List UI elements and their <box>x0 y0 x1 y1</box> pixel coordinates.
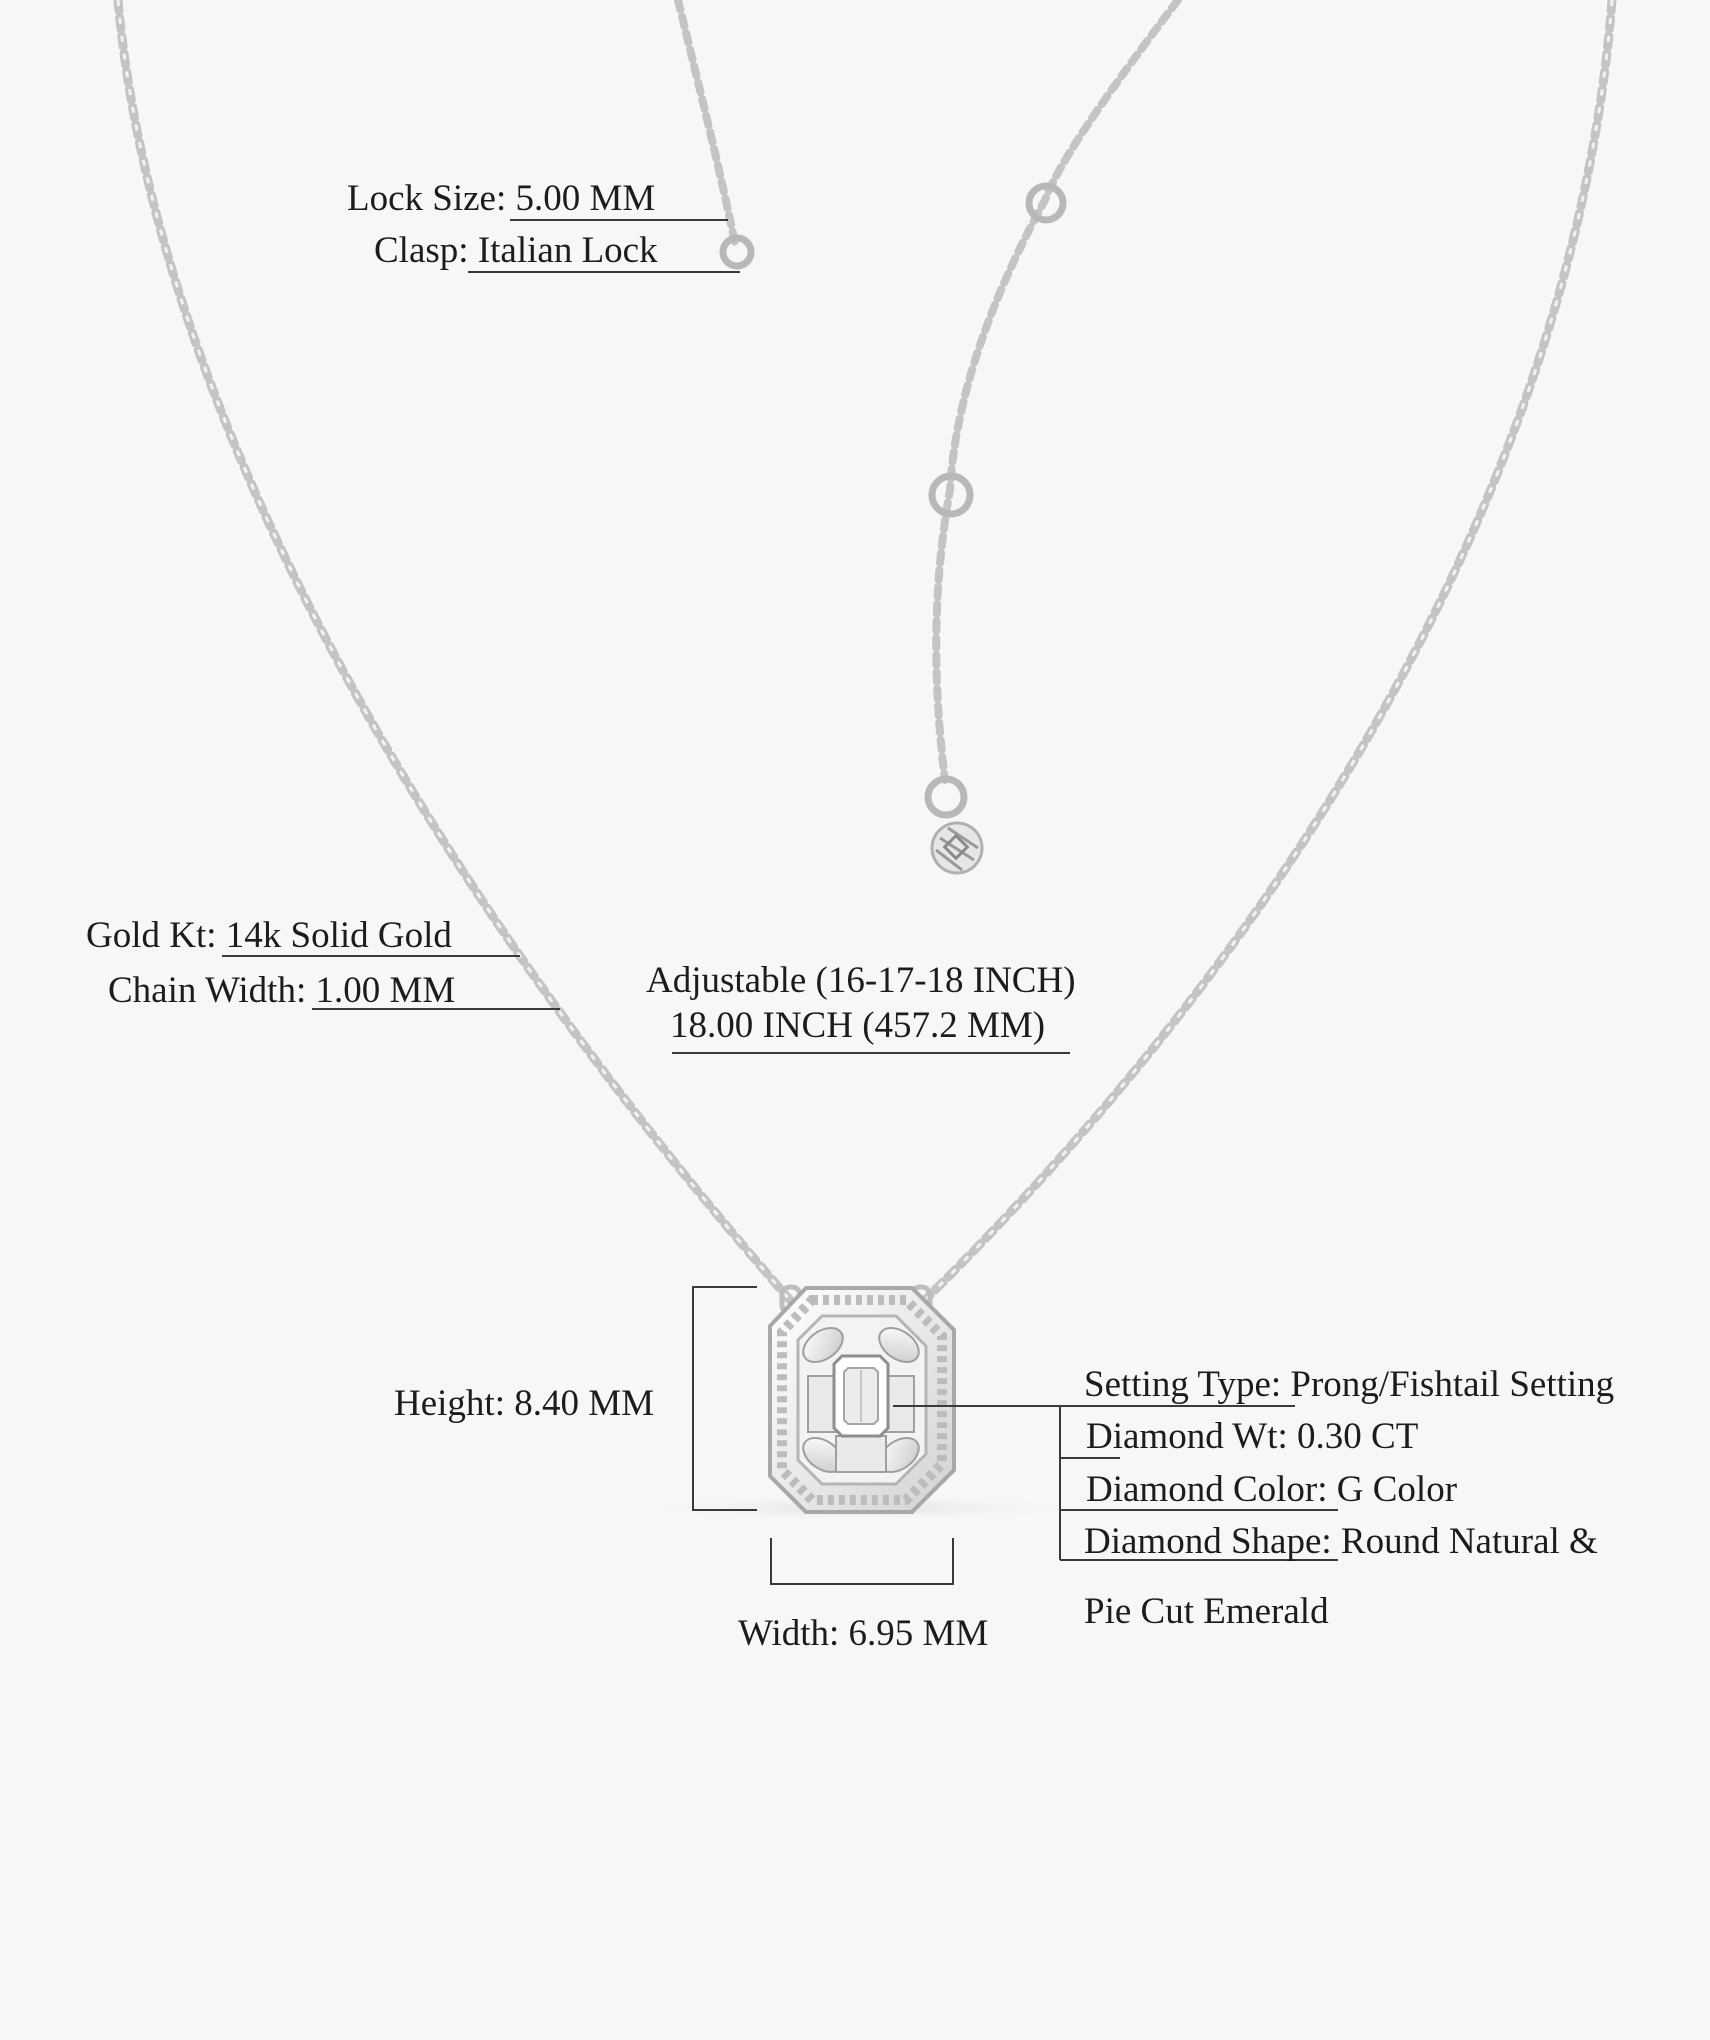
length-adjustable: Adjustable (16-17-18 INCH) <box>646 960 1076 1001</box>
gold-kt-value: 14k Solid Gold <box>225 915 452 956</box>
lock-size-label: Lock Size: <box>347 178 507 219</box>
diamond-weight-spec <box>1086 1418 1418 1455</box>
diamond-weight-label: Diamond Wt: <box>1086 1416 1288 1457</box>
logo-charm-icon <box>932 823 982 873</box>
diamond-color-label: Diamond Color: <box>1086 1469 1328 1510</box>
lock-size-spec <box>347 180 655 217</box>
length-total: 18.00 INCH (457.2 MM) <box>670 1005 1046 1046</box>
diamond-shape-spec <box>1084 1523 1598 1560</box>
gold-kt-spec <box>86 917 452 954</box>
height-bracket <box>693 1287 757 1510</box>
chain-width-spec <box>108 972 455 1009</box>
diamond-shape-label: Diamond Shape: <box>1084 1521 1332 1562</box>
chain-width-label: Chain Width: <box>108 970 307 1011</box>
diamond-color-value: G Color <box>1336 1469 1458 1510</box>
clasp-spec <box>374 232 658 269</box>
setting-type-spec <box>1084 1366 1614 1403</box>
clasp-label: Clasp: <box>374 230 469 271</box>
pendant-icon <box>770 1287 954 1512</box>
diamond-color-spec <box>1086 1471 1457 1508</box>
width-dimension: Width: 6.95 MM <box>738 1613 989 1654</box>
extender-chain <box>936 0 1178 780</box>
diamond-weight-value: 0.30 CT <box>1297 1416 1419 1457</box>
lock-size-value: 5.00 MM <box>515 178 656 219</box>
height-dimension: Height: 8.40 MM <box>394 1383 655 1424</box>
gold-kt-label: Gold Kt: <box>86 915 217 956</box>
diamond-shape-value-continued: Pie Cut Emerald <box>1084 1591 1329 1632</box>
diamond-shape-value: Round Natural & <box>1340 1521 1598 1562</box>
width-bracket <box>771 1538 953 1584</box>
setting-type-label: Setting Type: <box>1084 1364 1282 1405</box>
clasp-chain <box>678 0 736 248</box>
chain-width-value: 1.00 MM <box>315 970 456 1011</box>
extender-ring-icon <box>928 779 964 815</box>
setting-type-value: Prong/Fishtail Setting <box>1290 1364 1615 1405</box>
clasp-value: Italian Lock <box>477 230 658 271</box>
